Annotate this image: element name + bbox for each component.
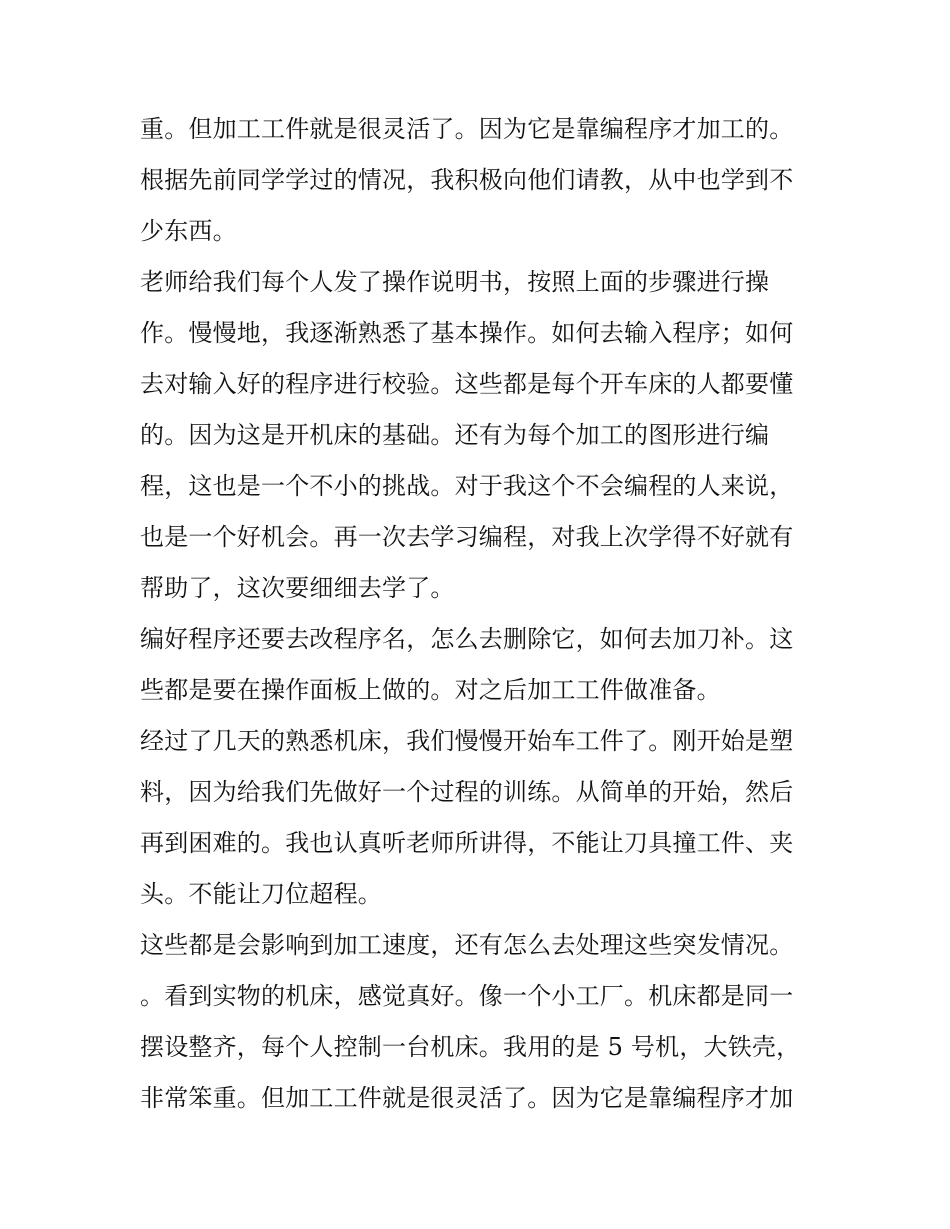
- text-line: 再到困难的。我也认真听老师所讲得，不能让刀具撞工件、夹: [140, 829, 794, 857]
- text-line: 料，因为给我们先做好一个过程的训练。从简单的开始，然后: [140, 778, 794, 806]
- text-line: 头。不能让刀位超程。: [140, 880, 382, 908]
- text-line: 非常笨重。但加工工件就是很灵活了。因为它是靠编程序才加: [140, 1084, 794, 1112]
- text-line: 摆设整齐，每个人控制一台机床。我用的是 5 号机，大铁壳，: [140, 1033, 801, 1061]
- text-line: 作。慢慢地，我逐渐熟悉了基本操作。如何去输入程序；如何: [140, 319, 794, 347]
- document-body: [140, 104, 820, 1124]
- text-line: 编好程序还要去改程序名，怎么去删除它，如何去加刀补。这: [140, 625, 794, 653]
- text-line: 根据先前同学学过的情况，我积极向他们请教，从中也学到不: [140, 166, 794, 194]
- text-line: 。看到实物的机床，感觉真好。像一个小工厂。机床都是同一: [140, 982, 794, 1010]
- text-line: 些都是要在操作面板上做的。对之后加工工件做准备。: [140, 676, 721, 704]
- text-line: 也是一个好机会。再一次去学习编程，对我上次学得不好就有: [140, 523, 794, 551]
- text-line: 重。但加工工件就是很灵活了。因为它是靠编程序才加工的。: [140, 115, 794, 143]
- text-line: 去对输入好的程序进行校验。这些都是每个开车床的人都要懂: [140, 370, 794, 398]
- text-line: 帮助了，这次要细细去学了。: [140, 574, 455, 602]
- text-line: 少东西。: [140, 217, 237, 245]
- text-line: 经过了几天的熟悉机床，我们慢慢开始车工件了。刚开始是塑: [140, 727, 794, 755]
- text-line: 程，这也是一个不小的挑战。对于我这个不会编程的人来说，: [140, 472, 794, 500]
- text-line: 老师给我们每个人发了操作说明书，按照上面的步骤进行操: [140, 268, 770, 296]
- text-line: 这些都是会影响到加工速度，还有怎么去处理这些突发情况。: [140, 931, 794, 959]
- text-line: 的。因为这是开机床的基础。还有为每个加工的图形进行编: [140, 421, 770, 449]
